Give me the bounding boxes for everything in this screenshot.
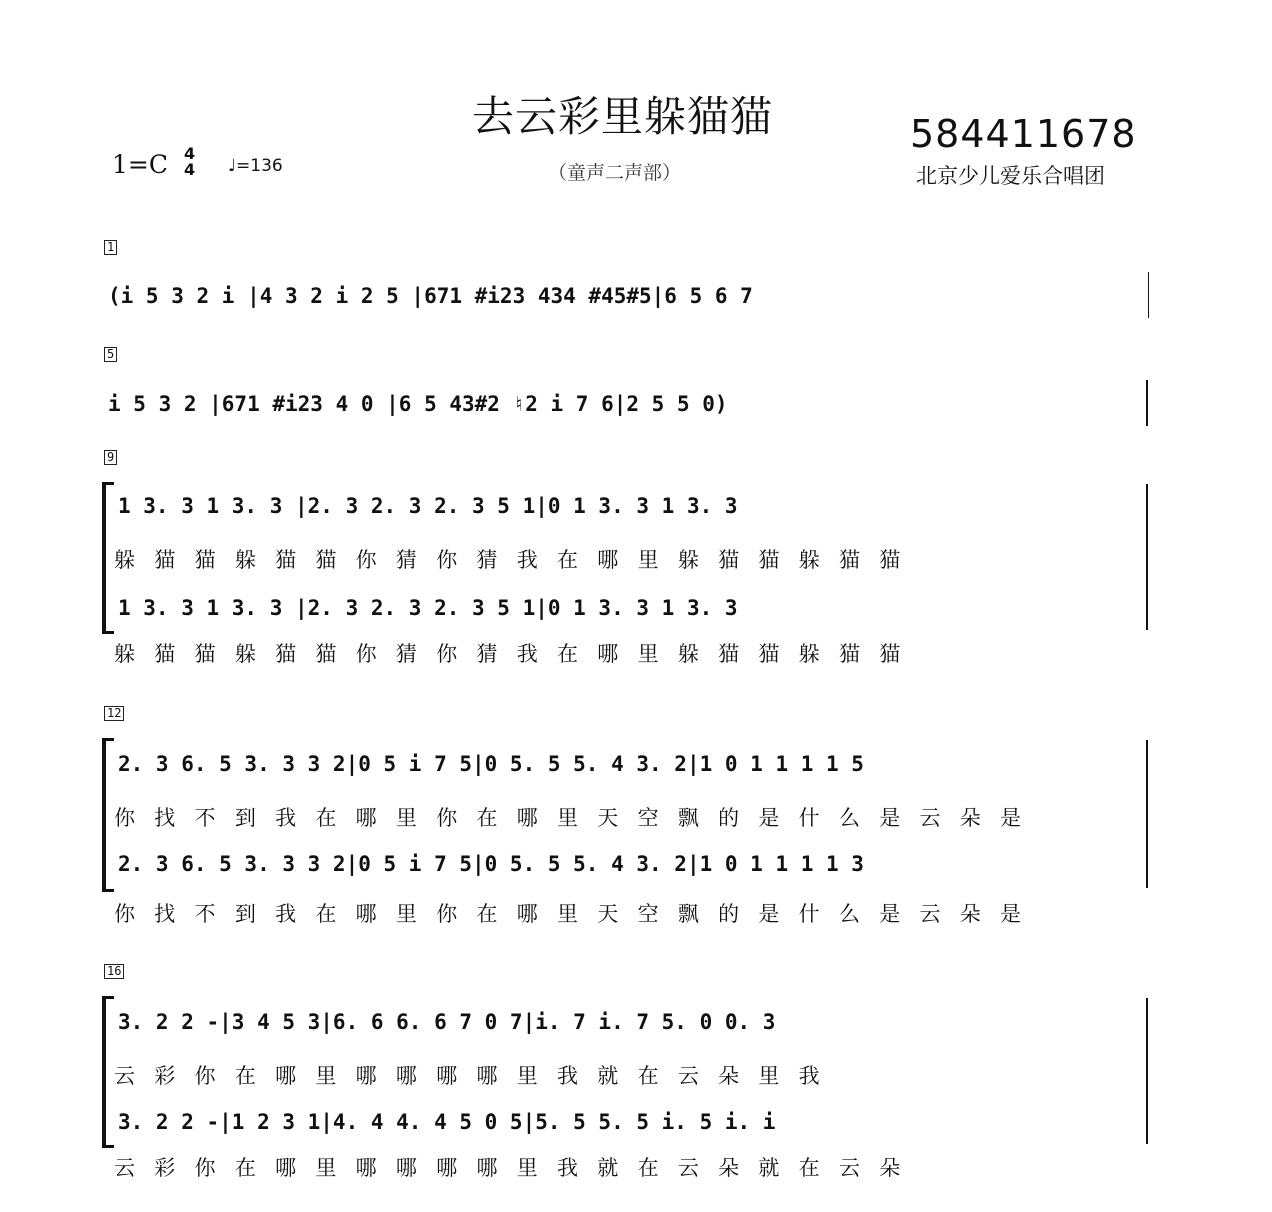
song-title: 去云彩里躲猫猫: [472, 92, 774, 141]
system3-voice2-lyrics: 躲 猫 猫 躲 猫 猫 你 猜 你 猜 我 在 哪 里 躲 猫 猫 躲 猫 猫: [114, 642, 907, 666]
system2-notes: i 5 3 2 |671 #i23 4 0 |6 5 43#2 ♮2 i 7 6|2 5 5 0): [108, 392, 728, 416]
system5-bracket: [102, 996, 114, 1148]
system5-voice2-notes: 3. 2 2 -|1 2 3 1|4. 4 4. 4 5 0 5|5. 5 5. 5 i. 5 i. i: [118, 1110, 776, 1134]
system1-end-barline: [1148, 272, 1149, 318]
system4-voice2-lyrics: 你 找 不 到 我 在 哪 里 你 在 哪 里 天 空 飘 的 是 什 么 是 云 朵 是: [114, 902, 1028, 926]
system5-end-barline: [1146, 998, 1148, 1144]
measure-number-9: 9: [104, 450, 117, 465]
measure-number-12: 12: [104, 706, 124, 721]
system2-end-barline: [1146, 380, 1148, 426]
system3-voice1-lyrics: 躲 猫 猫 躲 猫 猫 你 猜 你 猜 我 在 哪 里 躲 猫 猫 躲 猫 猫: [114, 548, 907, 572]
key-signature: 1=C: [112, 150, 168, 179]
system4-end-barline: [1146, 740, 1148, 888]
system5-voice1-lyrics: 云 彩 你 在 哪 里 哪 哪 哪 哪 里 我 就 在 云 朵 里 我: [114, 1064, 826, 1088]
time-signature-bottom: 4: [184, 160, 196, 179]
time-signature: [184, 146, 195, 178]
system3-voice2-notes: 1 3. 3 1 3. 3 |2. 3 2. 3 2. 3 5 1|0 1 3. 3 1 3. 3: [118, 596, 738, 620]
system4-voice1-notes: 2. 3 6. 5 3. 3 3 2|0 5 i 7 5|0 5. 5 5. 4 3. 2|1 0 1 1 1 1 5: [118, 752, 864, 776]
system4-bracket: [102, 738, 114, 892]
system3-bracket: [102, 482, 114, 634]
score-number: 584411678: [910, 112, 1137, 156]
system3-end-barline: [1146, 484, 1148, 630]
system1-notes: (i 5 3 2 i |4 3 2 i 2 5 |671 #i23 434 #45#5|6 5 6 7: [108, 284, 753, 308]
measure-number-1: 1: [104, 240, 117, 255]
system3-voice1-notes: 1 3. 3 1 3. 3 |2. 3 2. 3 2. 3 5 1|0 1 3. 3 1 3. 3: [118, 494, 738, 518]
system4-voice1-lyrics: 你 找 不 到 我 在 哪 里 你 在 哪 里 天 空 飘 的 是 什 么 是 云 朵 是: [114, 806, 1028, 830]
measure-number-5: 5: [104, 347, 117, 362]
song-subtitle: （童声二声部）: [548, 162, 682, 184]
time-signature-top: 4: [184, 144, 196, 163]
system5-voice1-notes: 3. 2 2 -|3 4 5 3|6. 6 6. 6 7 0 7|i. 7 i. 7 5. 0 0. 3: [118, 1010, 776, 1034]
system5-voice2-lyrics: 云 彩 你 在 哪 里 哪 哪 哪 哪 里 我 就 在 云 朵 就 在 云 朵: [114, 1156, 907, 1180]
system4-voice2-notes: 2. 3 6. 5 3. 3 3 2|0 5 i 7 5|0 5. 5 5. 4 3. 2|1 0 1 1 1 1 3: [118, 852, 864, 876]
measure-number-16: 16: [104, 964, 124, 979]
choir-name: 北京少儿爱乐合唱团: [916, 164, 1105, 188]
tempo-marking: ♩=136: [228, 156, 283, 176]
